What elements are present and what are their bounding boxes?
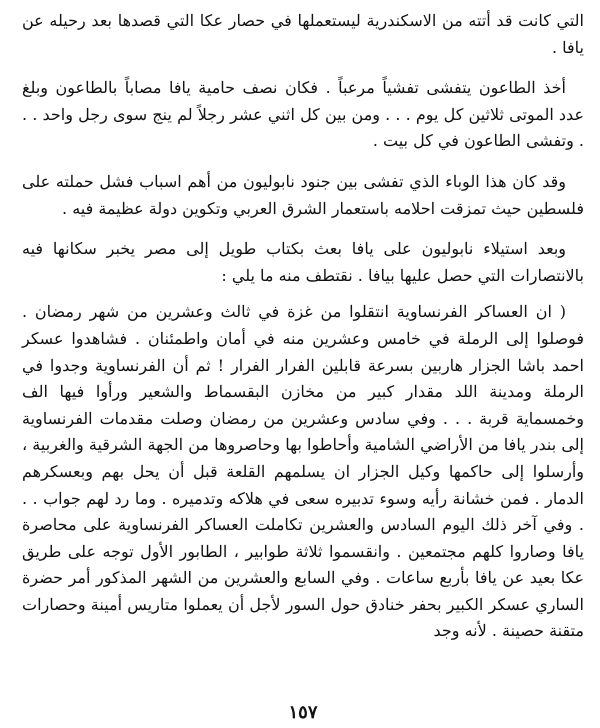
quoted-letter: ( ان العساكر الفرنساوية انتقلوا من غزة في ثالث وعشرين من شهر رمضان . فوصلوا إلى الرملة في خامس وعشرين منه في أمان واطمئنان . فشاهدوا عسكر احمد باشا الجزار هاربين بسرعة قابلين الفرار الفرار ! ثم أن الفرنساوية وجدوا في الرملة ومدينة اللد مقدار كبير من مخازن البقسماط والشعير ورأوا فيها الف وخمسماية قربة . . . وفي سادس وعشرين من رمضان وصلت مقدمات الفرنساوية إلى بندر يافا من الأراضي الشامية وأحاطوا بها وحاصروها من الجهة الشرقية والغربية ، وأرسلوا إلى حاكمها وكيل الجزار ان يسلمهم القلعة قبل أن يحل بهم وبعسكرهم الدمار . فمن خشانة رأيه وسوء تدبيره سعى في هلاكه وتدميره . وما رد لهم جواب . . . وفي آخر ذلك اليوم السادس والعشرين تكاملت العساكر الفرنساوية على محاصرة يافا وصاروا كلهم مجتمعين . وانقسموا ثلاثة طوابير ، الطابور الأول توجه على طريق عكا بعيد عن يافا بأربع ساعات . وفي السابع والعشرين من الشهر المذكور أمر حضرة الساري عسكر الكبير بحفر خنادق حول السور لأجل أن يعملوا متاريس أمينة وحصارات متقنة حصينة . لأنه وجد — [22, 302, 584, 641]
page-number: ١٥٧ — [288, 702, 318, 723]
document-page — [22, 8, 584, 724]
paragraph-1: التي كانت قد أتته من الاسكندرية ليستعملها في حصار عكا التي قصدها بعد رحيله عن يافا . — [22, 11, 584, 57]
paragraph-2: أخذ الطاعون يتفشى تفشياً مرعباً . فكان نصف حامية يافا مصاباً بالطاعون وبلغ عدد الموتى ثلاثين كل يوم . . . ومن بين كل اثني عشر رجلاً لم ينج سوى رجل واحد . . . وتفشى الطاعون في كل بيت . — [22, 78, 585, 151]
paragraph-4: وبعد استيلاء نابوليون على يافا بعث بكتاب طويل إلى مصر يخبر سكانها فيه بالانتصارات التي حصل عليها بيافا . نقتطف منه ما يلي : — [22, 239, 584, 285]
paragraph-3: وقد كان هذا الوباء الذي تفشى بين جنود نابوليون من أهم اسباب فشل حملته على فلسطين حيث تمزقت احلامه باستعمار الشرق العربي وتكوين دولة عظيمة فيه . — [22, 171, 584, 218]
